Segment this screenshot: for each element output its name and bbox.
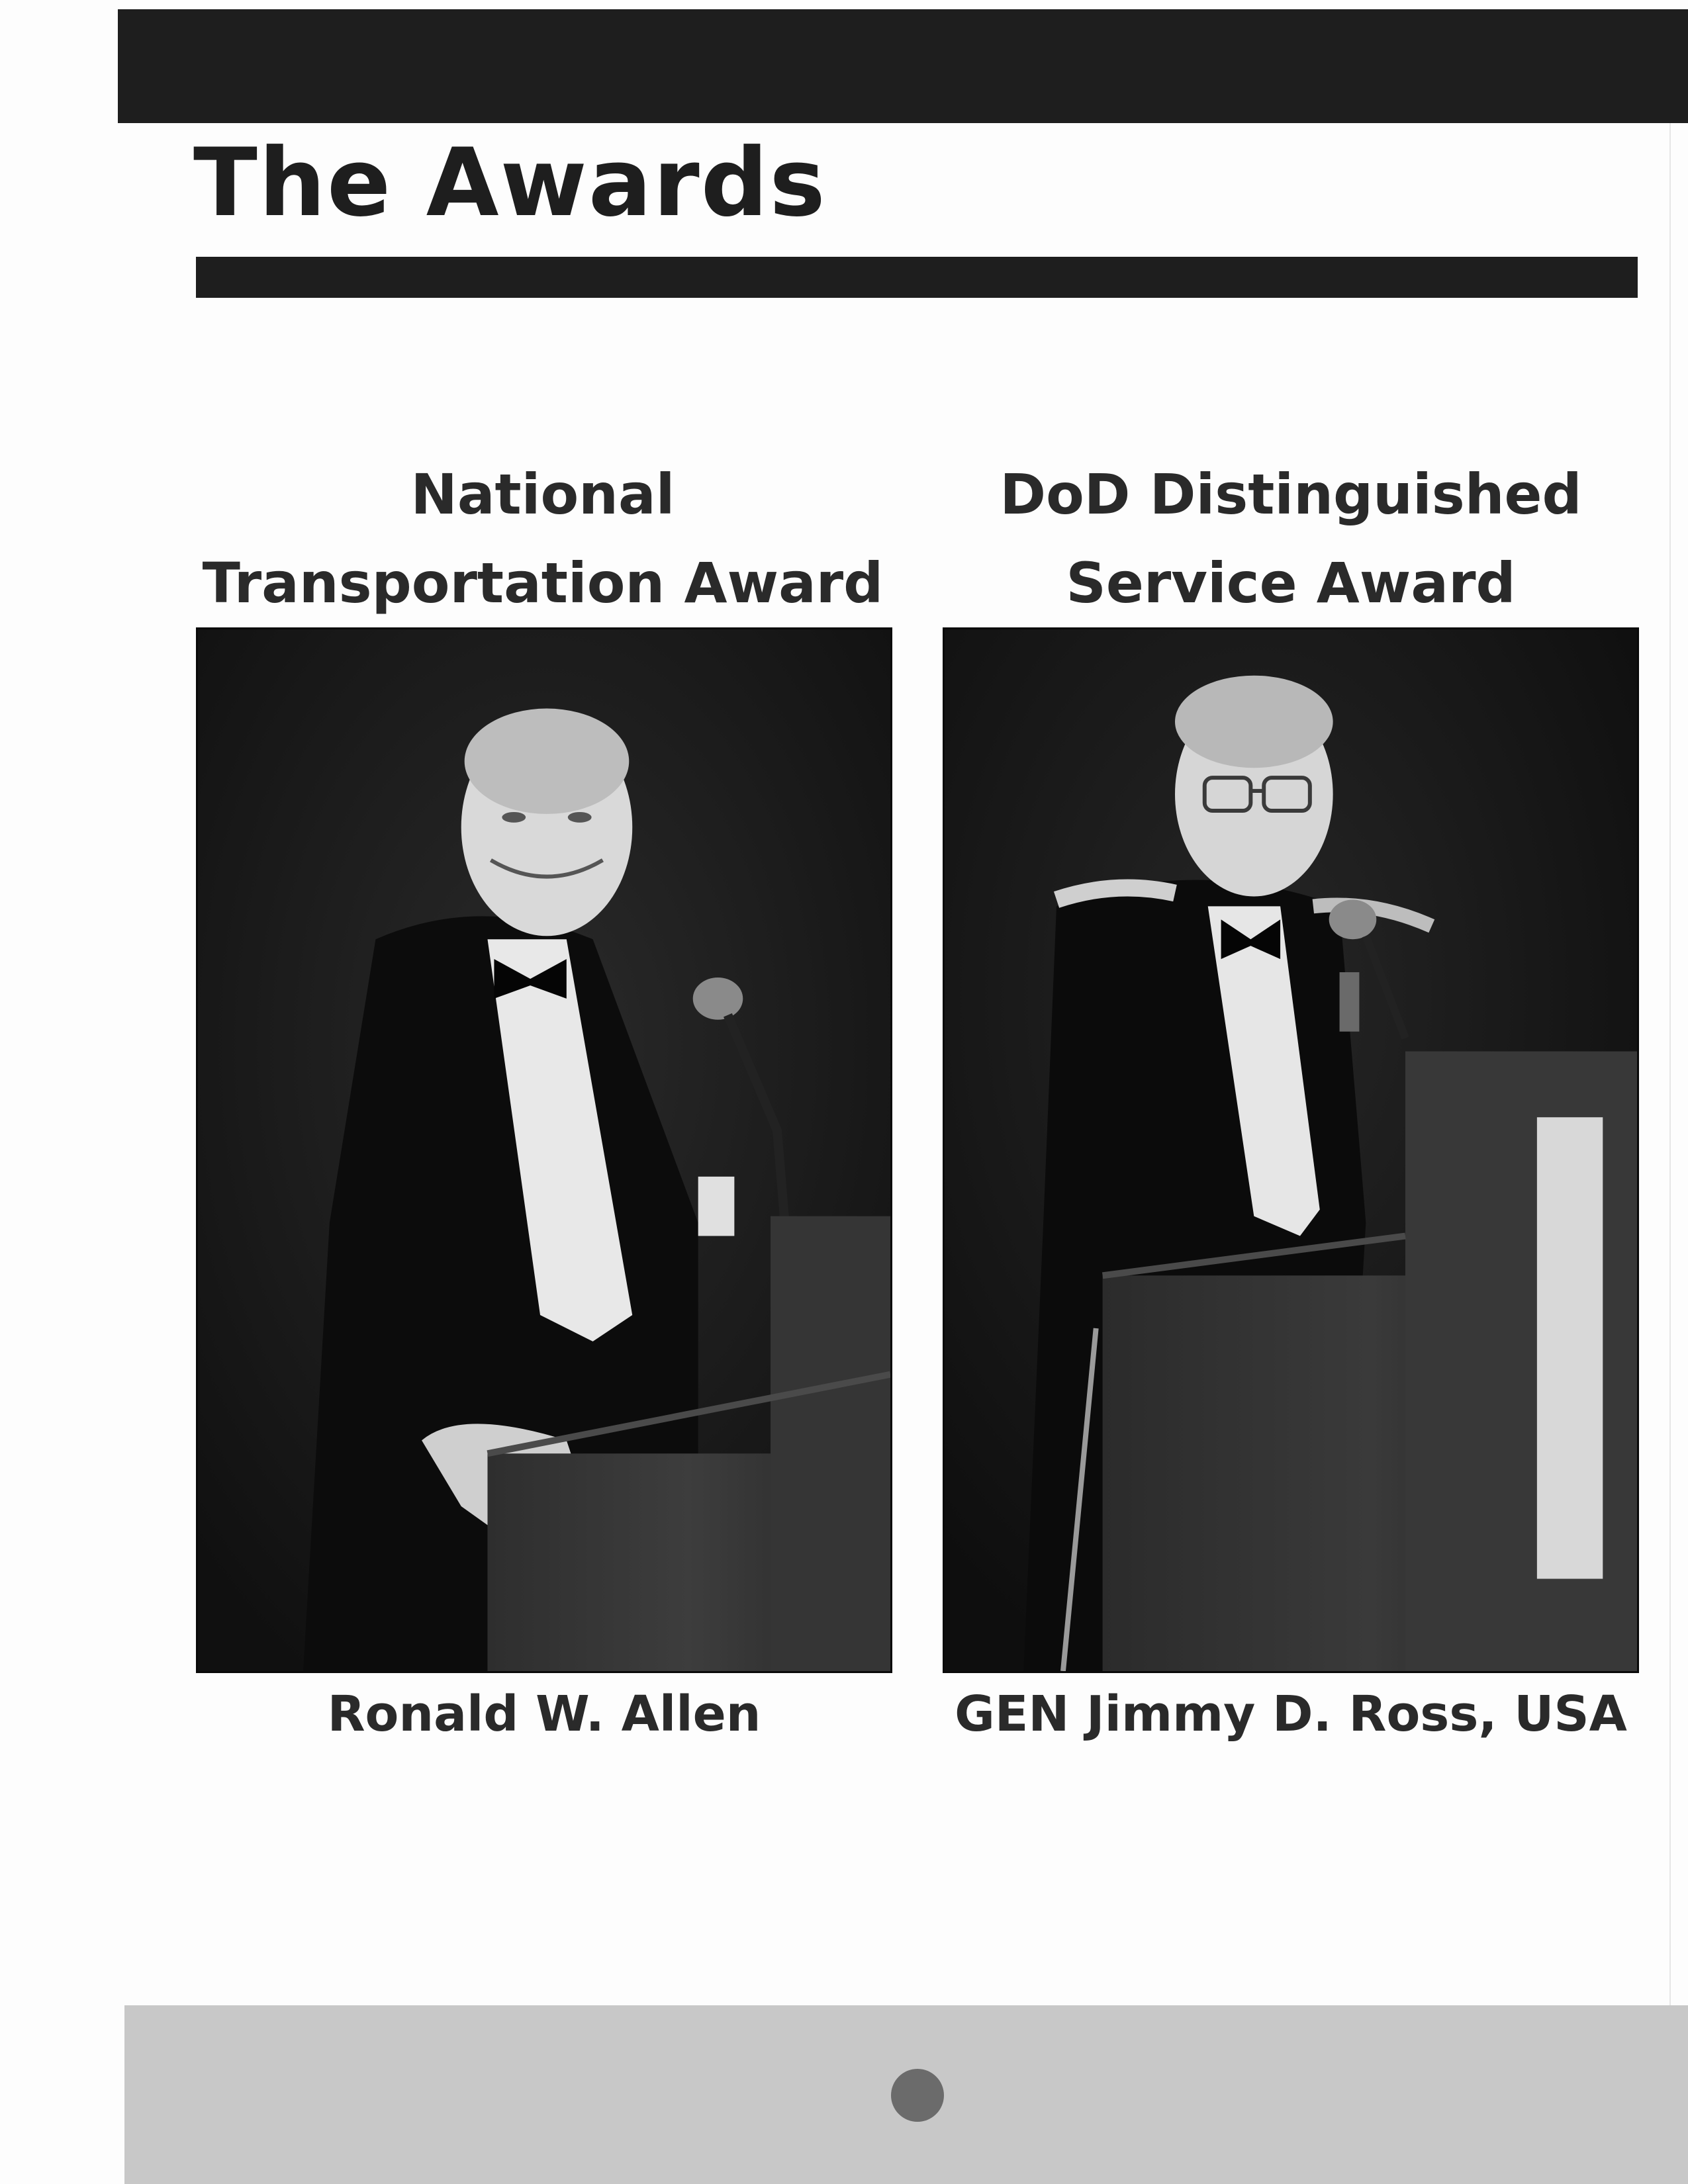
award-heading-line1: DoD Distinguished [1000,462,1582,527]
page-edge-line [1669,123,1671,2005]
page-marker-dot [891,2069,944,2122]
award-heading-dod-distinguished-service [940,450,1642,627]
title-rule [196,257,1638,298]
award-heading-line1: National [410,462,675,527]
award-heading-line2: Service Award [1066,551,1516,615]
award-heading-line2: Transportation Award [202,551,884,615]
speaker-photo-illustration [945,629,1637,1671]
recipient-name-right: GEN Jimmy D. Ross, USA [955,1686,1627,1743]
header-bar [118,9,1688,123]
award-heading-national-transportation [192,450,894,627]
recipient-photo-allen [196,627,892,1673]
speaker-photo-illustration [198,629,890,1671]
page-title: The Awards [193,128,827,238]
recipient-name-left: Ronald W. Allen [327,1686,761,1743]
recipient-photo-ross [943,627,1639,1673]
